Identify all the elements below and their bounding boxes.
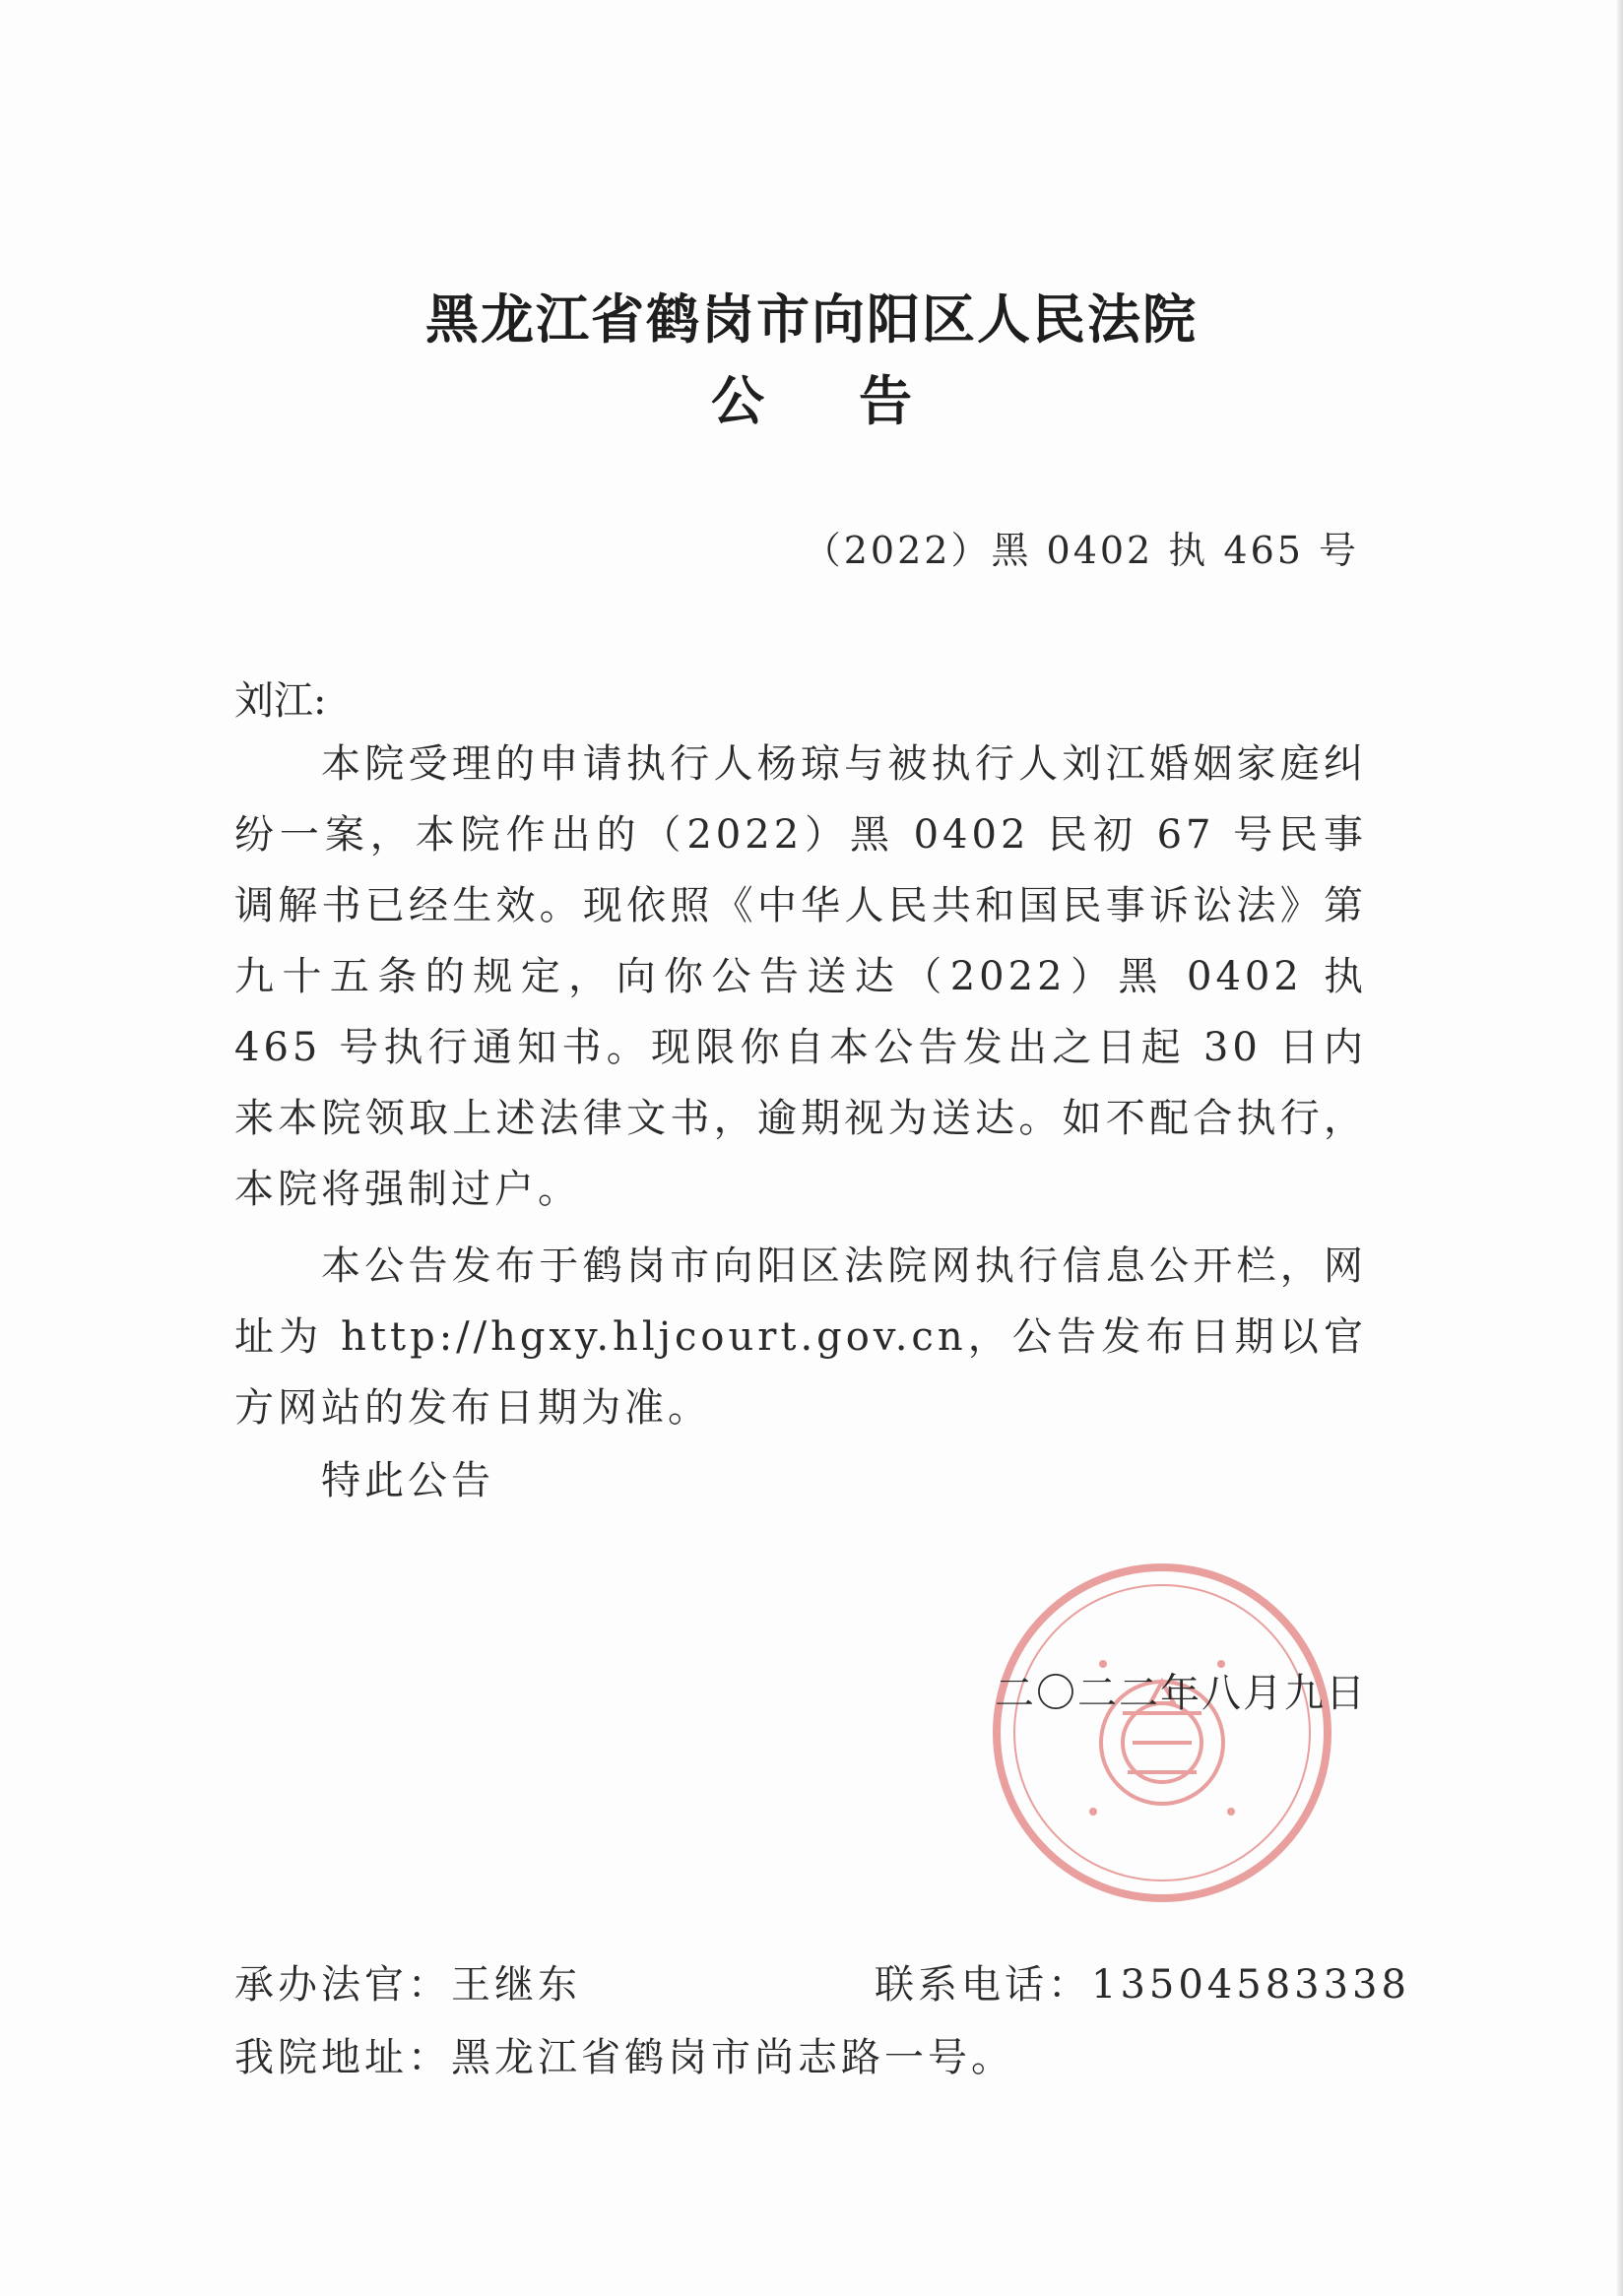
notice-title: 公告: [711, 370, 1006, 432]
salutation: 刘江:: [234, 678, 327, 724]
issue-date: 二〇二二年八月九日: [995, 1671, 1367, 1716]
closing-line: 特此公告: [321, 1458, 494, 1503]
address-info: 我院地址：黑龙江省鹤岗市尚志路一号。: [234, 2035, 1014, 2080]
judge-info: 承办法官：王继东: [234, 1962, 581, 2008]
court-name: 黑龙江省鹤岗市向阳区人民法院: [425, 288, 1198, 351]
phone-info: 联系电话：13504583338: [875, 1962, 1410, 2008]
seal-inner-ring: [1014, 1585, 1310, 1881]
body-paragraph-2: 本公告发布于鹤岗市向阳区法院网执行信息公开栏，网址为 http://hgxy.hljcourt.gov.cn，公告发布日期以官方网站的发布日期为准。: [234, 1244, 1367, 1431]
document-number: （2022）黑 0402 执 465 号: [803, 529, 1359, 572]
seal-outer-ring: [997, 1567, 1328, 1898]
court-seal-stamp: [985, 1556, 1339, 1910]
body-paragraph-1: 本院受理的申请执行人杨琼与被执行人刘江婚姻家庭纠纷一案，本院作出的（2022）黑 0402 民初 67 号民事调解书已经生效。现依照《中华人民共和国民事诉讼法》第九十五条的规定，向你公告送达（2022）黑 0402 执 465 号执行通知书。现限你自本公告发出之日起 30 日内来本院领取上述法律文书，逾期视为送达。如不配合执行，本院将强制过户。: [234, 741, 1367, 1212]
